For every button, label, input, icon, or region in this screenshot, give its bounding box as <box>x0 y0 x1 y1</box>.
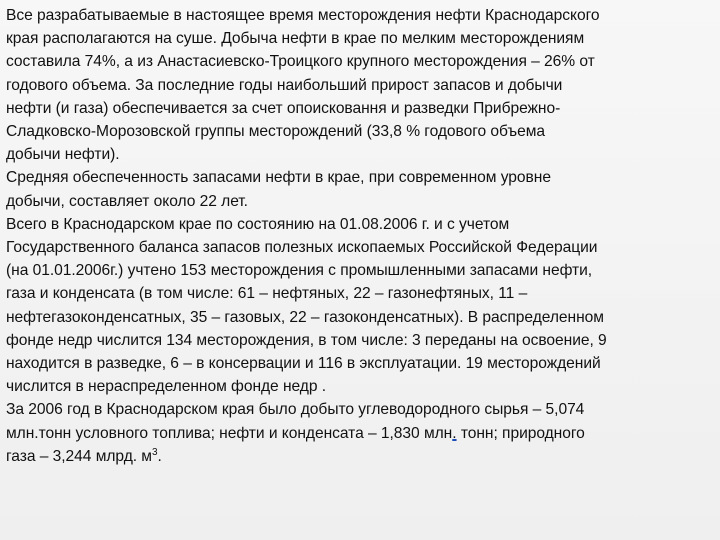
text-line-16: находится в разведке, 6 – в консервации и 116 в эксплуатации. 19 месторождений <box>6 355 601 373</box>
text-line-20 <box>6 445 714 468</box>
text-line-19 <box>6 422 714 445</box>
text-line-13: газа и конденсата (в том числе: 61 – нефтяных, 22 – газонефтяных, 11 – <box>6 285 528 303</box>
text-line-14: нефтегазоконденсатных, 35 – газовых, 22 – газоконденсатных). В распределенном <box>6 308 604 326</box>
text-line-7: добычи нефти). <box>6 146 120 164</box>
text-line-17: числится в нераспределенном фонде недр . <box>6 378 327 396</box>
cubic-superscript: 3 <box>151 446 158 458</box>
text-line-20-end: . <box>157 447 162 465</box>
text-line-20-main: газа – 3,244 млрд. м <box>6 447 152 465</box>
text-line-18: За 2006 год в Краснодарском края было добыто углеводородного сырья – 5,074 <box>6 401 585 419</box>
text-line-10: Всего в Краснодарском крае по состоянию на 01.08.2006 г. и с учетом <box>6 215 510 233</box>
text-line-11: Государственного баланса запасов полезных ископаемых Российской Федерации <box>6 239 598 257</box>
text-line-4: годового объема. За последние годы наибольший прирост запасов и добычи <box>6 76 563 94</box>
underlined-period: . <box>452 424 457 442</box>
text-line-6: Сладковско-Морозовской группы месторождений (33,8 % годового объема <box>6 123 546 141</box>
text-line-19-end: тонн; природного <box>456 424 585 442</box>
text-line-8: Средняя обеспеченность запасами нефти в крае, при современном уровне <box>6 169 551 187</box>
text-line-9: добычи, составляет около 22 лет. <box>6 192 248 210</box>
text-line-3: составила 74%, а из Анастасиевско-Троицкого крупного месторождения – 26% от <box>6 53 595 71</box>
text-line-2: края располагаются на суше. Добыча нефти в крае по мелким месторождениям <box>6 30 585 48</box>
text-line-15: фонде недр числится 134 месторождения, в том числе: 3 переданы на освоение, 9 <box>6 331 607 349</box>
text-line-1: Все разрабатываемые в настоящее время месторождения нефти Краснодарского <box>6 7 600 24</box>
text-line-12: (на 01.01.2006г.) учтено 153 месторождения с промышленными запасами нефти, <box>6 262 593 280</box>
text-line-19-start: млн.тонн условного топлива; нефти и конденсата – 1,830 млн <box>6 424 453 442</box>
text-line-5: нефти (и газа) обеспечивается за счет опоисковання и разведки Прибрежно- <box>6 99 561 117</box>
document-text <box>6 4 714 468</box>
